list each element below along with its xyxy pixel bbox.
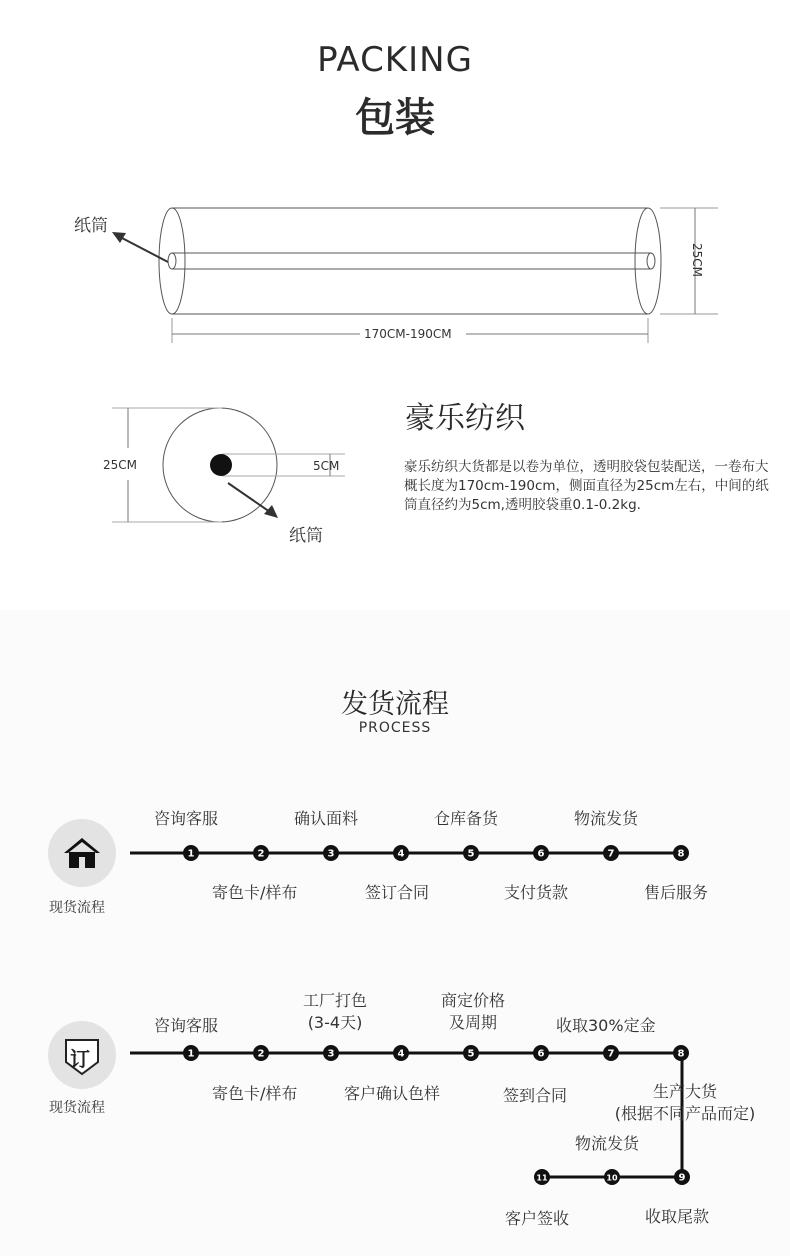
- flow2-bottom-step-4: 生产大货 (根据不同产品而定): [614, 1082, 756, 1123]
- core-diameter-label: 5CM: [313, 459, 340, 473]
- process-title: 发货流程: [341, 689, 449, 720]
- svg-text:1: 1: [187, 848, 195, 860]
- flow1-node-8: [673, 845, 689, 861]
- flow1-top-step-4: 物流发货: [574, 809, 639, 828]
- svg-text:1: 1: [187, 1048, 195, 1060]
- svg-text:10: 10: [606, 1173, 618, 1183]
- svg-text:3: 3: [327, 848, 335, 860]
- flow2-node-4: [393, 1045, 409, 1061]
- flow1-top-step-1: 咨询客服: [154, 809, 219, 828]
- svg-text:8: 8: [677, 848, 685, 860]
- flow2-node-3: [323, 1045, 339, 1061]
- svg-text:3: 3: [327, 1048, 335, 1060]
- flow1-bottom-step-4: 售后服务: [644, 883, 709, 902]
- flow1-node-5: [463, 845, 479, 861]
- flow1-top-step-3: 仓库备货: [434, 809, 499, 828]
- flow2-branch-step-3: 客户签收: [505, 1209, 570, 1228]
- packing-title-cn: 包装: [355, 95, 435, 141]
- flow2-bottom-step-1: 寄色卡/样布: [212, 1084, 298, 1103]
- flow2-node-9: [674, 1169, 690, 1185]
- flow1-node-3: [323, 845, 339, 861]
- flow2-node-10: [604, 1169, 620, 1185]
- flow1-bottom-step-3: 支付货款: [504, 883, 569, 902]
- packing-title-en: PACKING: [317, 40, 473, 80]
- flow2-node-11: [534, 1169, 550, 1185]
- svg-text:6: 6: [537, 848, 545, 860]
- flow2-bottom-step-3: 签到合同: [503, 1086, 568, 1105]
- svg-text:7: 7: [607, 1048, 615, 1060]
- flow2-node-2: [253, 1045, 269, 1061]
- flow2-node-8: [673, 1045, 689, 1061]
- svg-text:5: 5: [467, 1048, 475, 1060]
- order-icon-label: 订: [70, 1047, 90, 1071]
- flow1-node-6: [533, 845, 549, 861]
- packing-description: 豪乐纺织大货都是以卷为单位，透明胶袋包装配送，一卷布大概长度为170cm-190cm，侧面直径为25cm左右，中间的纸筒直径约为5cm,透明胶袋重0.1-0.2kg.: [404, 459, 769, 513]
- flow2-node-7: [603, 1045, 619, 1061]
- brand-title: 豪乐纺织: [405, 401, 525, 436]
- flow1-top-step-2: 确认面料: [294, 809, 359, 828]
- flow2-node-6: [533, 1045, 549, 1061]
- tube-label: 纸筒: [74, 216, 108, 236]
- flow2-node-1: [183, 1045, 199, 1061]
- flow2-branch-step-1: 物流发货: [575, 1134, 640, 1153]
- process-subtitle: PROCESS: [358, 720, 432, 736]
- circle-diameter-label: 25CM: [103, 458, 138, 472]
- svg-text:2: 2: [257, 1048, 265, 1060]
- flow2-top-step-3: 商定价格 及周期: [440, 991, 505, 1032]
- svg-text:7: 7: [607, 848, 615, 860]
- flow1-node-7: [603, 845, 619, 861]
- svg-text:8: 8: [677, 1048, 685, 1060]
- core-label: 纸筒: [289, 526, 323, 546]
- svg-text:5: 5: [467, 848, 475, 860]
- flow2-top-step-1: 咨询客服: [154, 1016, 219, 1035]
- flow2-top-step-2: 工厂打色 (3-4天): [302, 991, 367, 1032]
- flow1-node-4: [393, 845, 409, 861]
- svg-text:4: 4: [397, 1048, 405, 1060]
- flow1-side-label: 现货流程: [49, 900, 105, 916]
- flow2-side-label: 现货流程: [49, 1100, 105, 1116]
- flow2-bottom-step-2: 客户确认色样: [344, 1084, 441, 1103]
- flow1-node-2: [253, 845, 269, 861]
- height-label: 25CM: [690, 242, 705, 278]
- flow1-bottom-step-1: 寄色卡/样布: [212, 883, 298, 902]
- svg-text:11: 11: [536, 1173, 548, 1183]
- svg-text:6: 6: [537, 1048, 545, 1060]
- flow1-bottom-step-2: 签订合同: [365, 883, 430, 902]
- flow2-node-5: [463, 1045, 479, 1061]
- svg-text:4: 4: [397, 848, 405, 860]
- flow2-top-step-4: 收取30%定金: [556, 1016, 656, 1035]
- svg-text:2: 2: [257, 848, 265, 860]
- flow1-node-1: [183, 845, 199, 861]
- length-label: 170CM-190CM: [364, 327, 452, 341]
- svg-text:9: 9: [678, 1172, 686, 1184]
- flow2-branch-step-2: 收取尾款: [645, 1207, 710, 1226]
